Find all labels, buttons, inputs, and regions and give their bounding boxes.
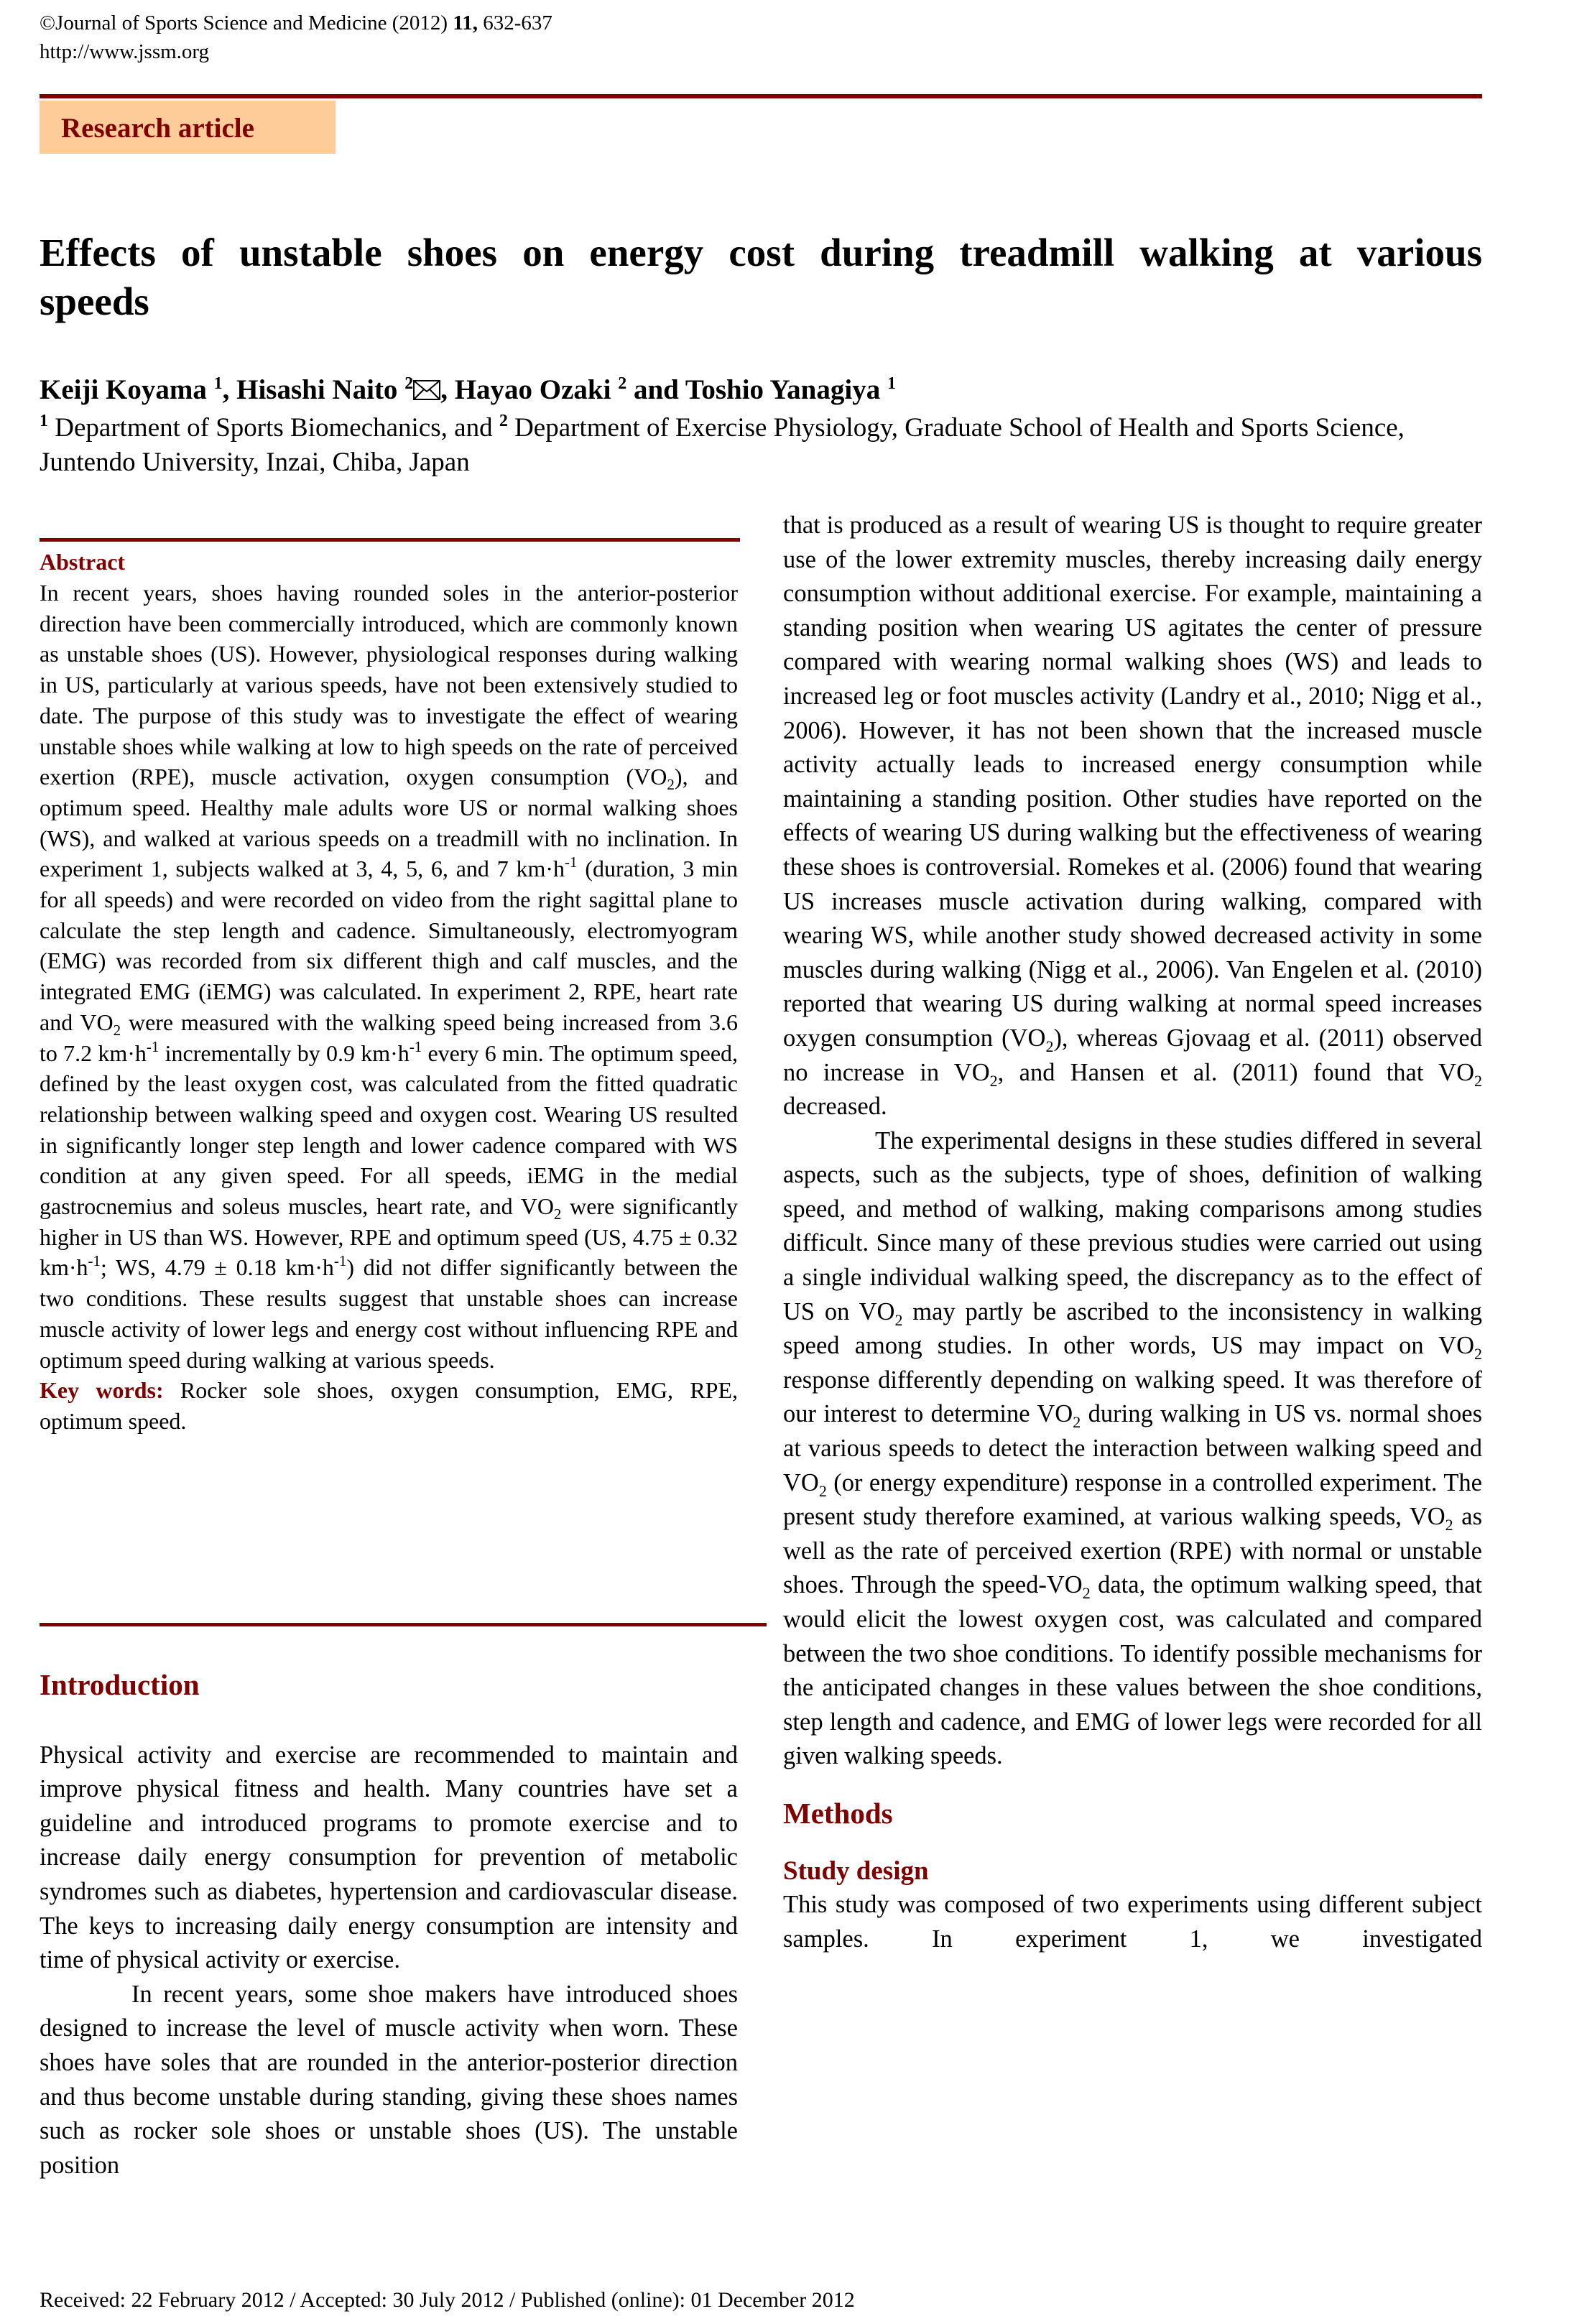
- text-run: ), whereas Gjovaag et al. (2011) observed no increase in VO: [783, 1024, 1482, 1086]
- author-name: Hayao Ozaki: [454, 374, 619, 405]
- author-separator: ,: [222, 374, 237, 405]
- author-affiliation-mark: 1: [213, 374, 223, 393]
- subscript: 2: [1082, 1584, 1091, 1603]
- text-run: ), and optimum speed. Healthy male adults wore US or normal walking shoes (WS), and walked at various speeds on a treadmill with no inclination. In experiment 1, subjects walked at 3, 4, 5, 6, and 7 km·h: [40, 764, 739, 882]
- article-title: [40, 228, 1482, 326]
- introduction-paragraph-2-cont: [783, 509, 1482, 1124]
- affiliation-mark-1: 1: [40, 412, 48, 430]
- text-run: response differently depending on walking speed. It was therefore of our interest to determine VO: [783, 1366, 1482, 1428]
- introduction-paragraph-3: [783, 1124, 1482, 1774]
- title-line-2: speeds: [40, 279, 149, 323]
- journal-url[interactable]: http://www.jssm.org: [40, 40, 210, 63]
- author-separator: ,: [440, 374, 455, 405]
- subscript: 2: [553, 1205, 562, 1223]
- text-run: during walking in US vs. normal shoes at various speeds to detect the interaction between walking speed and VO: [783, 1400, 1482, 1496]
- affiliation-1: Department of Sports Biomechanics, and: [48, 413, 499, 443]
- author-name: Keiji Koyama: [40, 374, 214, 405]
- article-type-label: Research article: [61, 113, 254, 144]
- affiliation-mark-2: 2: [499, 412, 508, 430]
- author-name: Toshio Yanagiya: [685, 374, 887, 405]
- superscript: -1: [333, 1252, 347, 1270]
- subscript: 2: [113, 1021, 121, 1039]
- title-line-1: Effects of unstable shoes on energy cost during treadmill walking at various: [40, 231, 1482, 274]
- abstract-bottom-divider: [40, 1623, 767, 1626]
- author-separator: and: [626, 374, 685, 405]
- author-list: [40, 372, 896, 408]
- text-run: , and Hansen et al. (2011) found that VO: [997, 1058, 1475, 1086]
- subscript: 2: [894, 1310, 903, 1329]
- text-run: were measured with the walking speed being increased from 3.6 to 7.2 km·h: [40, 1009, 739, 1066]
- text-run: as well as the rate of perceived exertion (RPE) with normal or unstable shoes. Through the speed-VO: [783, 1503, 1482, 1599]
- affiliation-2: Department of Exercise Physiology, Graduate School of Health and Sports Science, Juntendo University, Inzai, Chiba, Japan: [40, 413, 1405, 477]
- text-run: may partly be ascribed to the inconsistency in walking speed among studies. In other words, US may impact on VO: [783, 1297, 1483, 1360]
- text-run: data, the optimum walking speed, that would elicit the lowest oxygen cost, was calculated and compared between the two shoe conditions. To identify possible mechanisms for the anticipated changes in these values between the shoe conditions, step length and cadence, and EMG of lower legs were recorded for all given walking speeds.: [783, 1571, 1482, 1770]
- subscript: 2: [989, 1071, 998, 1090]
- header-divider: [40, 94, 1482, 98]
- text-run: (or energy expenditure) response in a controlled experiment. The present study therefore examined, at various walking speeds, VO: [783, 1468, 1482, 1531]
- author-affiliation-mark: 2: [618, 374, 627, 393]
- subscript: 2: [1073, 1413, 1081, 1432]
- text-run: ) did not differ significantly between the two conditions. These results suggest that unstable shoes can increase muscle activity of lower legs and energy cost without influencing RPE and optimum speed during walking at various speeds.: [40, 1254, 739, 1373]
- text-run: The experimental designs in these studies differed in several aspects, such as the subjects, type of shoes, definition of walking speed, and method of walking, making comparisons among studies difficult. Since many of these previous studies were carried out using a single individual walking speed, the discrepancy as to the effect of US on VO: [783, 1126, 1482, 1325]
- subscript: 2: [1045, 1037, 1054, 1055]
- subscript: 2: [1474, 1071, 1483, 1090]
- keywords-label: Key words:: [40, 1377, 164, 1404]
- author-affiliation-mark: 2: [404, 374, 414, 393]
- affiliations: [40, 411, 1482, 480]
- introduction-section: [40, 1668, 738, 2182]
- subscript: 2: [1445, 1516, 1453, 1534]
- envelope-icon[interactable]: [413, 374, 440, 394]
- text-run: In recent years, some shoe makers have introduced shoes designed to increase the level of muscle activity when worn. These shoes have soles that are rounded in the anterior-posterior direction and thus become unstable during standing, giving these shoes names such as rocker sole shoes or unstable shoes (US). The unstable position: [40, 1980, 738, 2179]
- text-run: every 6 min. The optimum speed, defined by the least oxygen cost, was calculated from the fitted quadratic relationship between walking speed and oxygen cost. Wearing US resulted in significantly longer step length and lower cadence compared with WS condition at any given speed. For all speeds, iEMG in the medial gastrocnemius and soleus muscles, heart rate, and VO: [40, 1040, 739, 1220]
- text-run: ; WS, 4.79 ± 0.18 km·h: [101, 1254, 334, 1281]
- keywords: [40, 1375, 738, 1436]
- abstract-heading: Abstract: [40, 549, 126, 575]
- text-run: Physical activity and exercise are recommended to maintain and improve physical fitness and health. Many countries have set a guideline and introduced programs to promote exercise and to increase daily energy consumption for prevention of metabolic syndromes such as diabetes, hypertension and cardiovascular disease. The keys to increasing daily energy consumption are intensity and time of physical activity or exercise.: [40, 1741, 738, 1974]
- introduction-paragraph-2: [40, 1978, 738, 2183]
- text-run: incrementally by 0.9 km·h: [159, 1040, 410, 1066]
- author-affiliation-mark: 1: [887, 374, 896, 393]
- superscript: -1: [88, 1252, 101, 1270]
- text-run: that is produced as a result of wearing US is thought to require greater use of the lower extremity muscles, thereby increasing daily energy consumption without additional exercise. For example, maintaining a standing position when wearing US agitates the center of pressure compared with wearing normal walking shoes (WS) and leads to increased leg or foot muscles activity (Landry et al., 2010; Nigg et al., 2006). However, it has not been shown that the increased muscle activity actually leads to increased energy consumption while maintaining a standing position. Other studies have reported on the effects of wearing US during walking but the effectiveness of wearing these shoes is controversial. Romekes et al. (2006) found that wearing US increases muscle activation during walking, compared with wearing WS, while another study showed decreased activity in some muscles during walking (Nigg et al., 2006). Van Engelen et al. (2010) reported that wearing US during walking at normal speed increases oxygen consumption (VO: [783, 511, 1482, 1052]
- text-run: In recent years, shoes having rounded soles in the anterior-posterior direction have been commercially introduced, which are commonly known as unstable shoes (US). However, physiological responses during walking in US, particularly at various speeds, have not been extensively studied to date. The purpose of this study was to investigate the effect of wearing unstable shoes while walking at low to high speeds on the rate of perceived exertion (RPE), muscle activation, oxygen consumption (VO: [40, 580, 738, 790]
- article-type-badge: [40, 101, 336, 154]
- journal-header: [40, 9, 552, 66]
- superscript: -1: [409, 1037, 422, 1055]
- subscript: 2: [1474, 1345, 1482, 1364]
- keywords-list: Rocker sole shoes, oxygen consumption, EMG, RPE, optimum speed.: [40, 1377, 739, 1434]
- subscript: 2: [818, 1481, 827, 1500]
- author-name: Hisashi Naito: [236, 374, 405, 405]
- superscript: -1: [146, 1037, 159, 1055]
- subscript: 2: [667, 776, 675, 794]
- text-run: were significantly higher in US than WS. However, RPE and optimum speed (US, 4.75 ± 0.32 km·h: [40, 1193, 738, 1281]
- abstract-text: [40, 578, 738, 1375]
- left-column: [40, 546, 738, 1437]
- text-run: (duration, 3 min for all speeds) and were recorded on video from the right sagittal plane to calculate the step length and cadence. Simultaneously, electromyogram (EMG) was recorded from six different thigh and calf muscles, and the integrated EMG (iEMG) was calculated. In experiment 2, RPE, heart rate and VO: [40, 856, 739, 1035]
- text-run: This study was composed of two experiments using different subject samples. In experiment 1, we investigated: [783, 1891, 1482, 1953]
- text-run: decreased.: [783, 1093, 887, 1121]
- publication-dates: Received: 22 February 2012 / Accepted: 30 July 2012 / Published (online): 01 December 2012: [40, 2288, 855, 2312]
- study-design-text: [783, 1888, 1482, 1956]
- superscript: -1: [565, 853, 578, 871]
- journal-citation: ©Journal of Sports Science and Medicine (2012) 11, 632-637: [40, 11, 552, 34]
- study-design-heading: Study design: [783, 1856, 929, 1886]
- introduction-paragraph-1: [40, 1739, 738, 1978]
- methods-heading: Methods: [783, 1796, 893, 1830]
- right-column: [783, 509, 1482, 1956]
- abstract-top-divider: [40, 538, 740, 542]
- introduction-heading: Introduction: [40, 1668, 200, 1701]
